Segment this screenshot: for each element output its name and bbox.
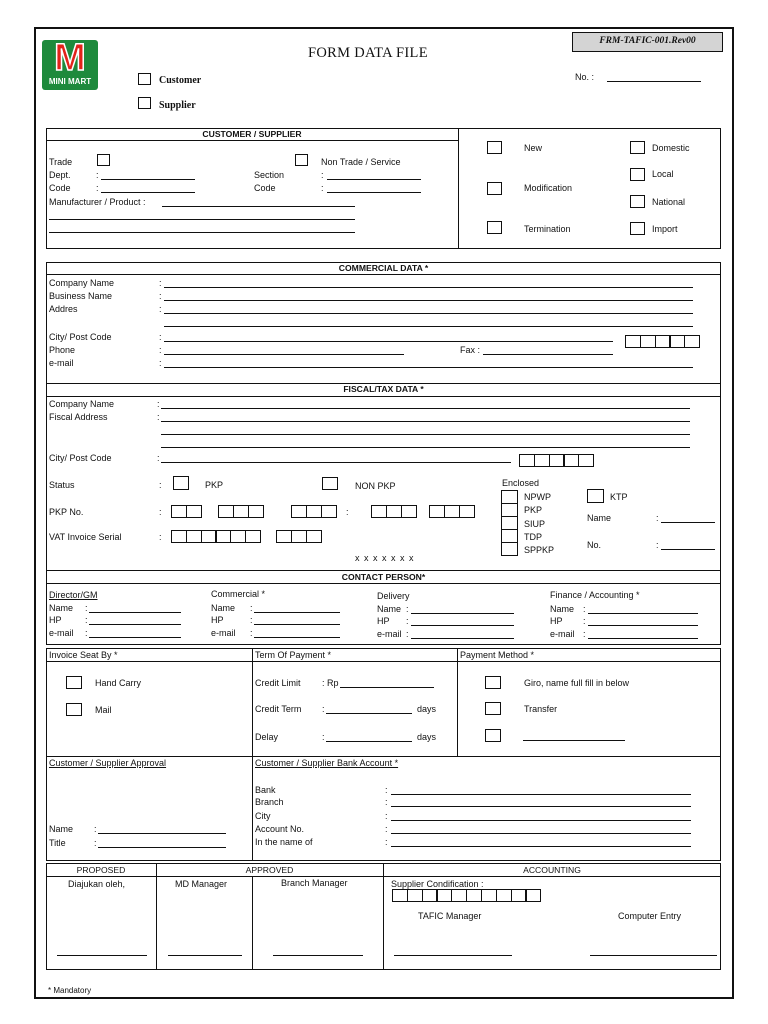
national-label: National: [652, 197, 686, 207]
approval-name-label: Name: [49, 824, 74, 834]
form-title: FORM DATA FILE: [308, 45, 428, 61]
pkp-no-cells-1[interactable]: [171, 505, 201, 518]
delay-field[interactable]: [326, 741, 412, 742]
customer-checkbox[interactable]: [138, 73, 151, 85]
account-field[interactable]: [391, 833, 691, 834]
other-payment-field[interactable]: [523, 740, 625, 741]
sppkp-label: SPPKP: [524, 545, 555, 555]
pkp-no-sep-dot: :: [346, 507, 349, 517]
no-label: No. :: [575, 72, 595, 82]
code-colon: :: [96, 183, 99, 193]
tdp-label: TDP: [524, 532, 542, 542]
trade-label: Trade: [49, 157, 73, 167]
comm-city-colon: :: [159, 332, 162, 342]
commercial-email-colon: :: [250, 628, 253, 638]
branch-manager-label: Branch Manager: [281, 878, 348, 888]
mail-checkbox[interactable]: [66, 703, 82, 716]
in-name-colon: :: [385, 837, 388, 847]
delivery-name-label: Name: [377, 604, 402, 614]
finance-email-label: e-mail: [550, 629, 575, 639]
enclosed-label: Enclosed: [502, 478, 540, 488]
comm-postcode-cells[interactable]: [625, 335, 699, 348]
diajukan-label: Diajukan oleh,: [68, 879, 126, 889]
npwp-label: NPWP: [524, 492, 551, 502]
customer-supplier-title: CUSTOMER / SUPPLIER: [202, 129, 302, 139]
commercial-fiscal-contact-section: [46, 262, 721, 645]
ktp-no-label: No.: [587, 540, 602, 550]
mandatory-note: * Mandatory: [48, 986, 92, 995]
delivery-hp-label: HP: [377, 616, 390, 626]
credit-term-colon: :: [322, 704, 325, 714]
supplier-cond-label: Supplier Condification :: [391, 879, 484, 889]
comm-company-field[interactable]: [164, 287, 693, 288]
tafic-manager-label: TAFIC Manager: [418, 911, 482, 921]
non-pkp-label: NON PKP: [355, 481, 396, 491]
manufacturer-line-3[interactable]: [49, 232, 355, 233]
code-label: Code: [49, 183, 71, 193]
director-name-field[interactable]: [89, 612, 181, 613]
non-trade-checkbox[interactable]: [295, 154, 308, 166]
pkp-no-label: PKP No.: [49, 507, 84, 517]
commercial-hp-label: HP: [211, 615, 224, 625]
minimart-logo: [42, 37, 98, 90]
local-label: Local: [652, 169, 674, 179]
pkp-no-cells-5[interactable]: [429, 505, 473, 518]
commercial-hp-field[interactable]: [254, 624, 340, 625]
import-label: Import: [652, 224, 678, 234]
vat-cells-2[interactable]: [276, 530, 320, 543]
logo-letter: M: [54, 37, 86, 79]
other-payment-checkbox[interactable]: [485, 729, 501, 742]
commercial-name-colon: :: [250, 603, 253, 613]
ktp-no-field[interactable]: [661, 549, 715, 550]
in-name-field[interactable]: [391, 846, 691, 847]
branch-colon: :: [385, 797, 388, 807]
director-hp-field[interactable]: [89, 624, 181, 625]
national-checkbox[interactable]: [630, 195, 645, 208]
branch-label: Branch: [255, 797, 284, 807]
commercial-email-label: e-mail: [211, 628, 236, 638]
no-field[interactable]: [607, 81, 701, 82]
account-colon: :: [385, 824, 388, 834]
giro-label: Giro, name full fill in below: [524, 678, 630, 688]
fiscal-city-label: City/ Post Code: [49, 453, 112, 463]
delivery-email-colon: :: [406, 629, 409, 639]
mail-label: Mail: [95, 705, 112, 715]
comm-addres-colon: :: [159, 304, 162, 314]
pkp-no-cells-3[interactable]: [291, 505, 335, 518]
finance-email-colon: :: [583, 629, 586, 639]
commercial-name-field[interactable]: [254, 612, 340, 613]
fiscal-title: FISCAL/TAX DATA *: [343, 384, 424, 394]
comm-city-field[interactable]: [164, 341, 613, 342]
siup-label: SIUP: [524, 519, 546, 529]
delivery-name-colon: :: [406, 604, 409, 614]
md-manager-label: MD Manager: [175, 879, 228, 889]
pkp-doc-label: PKP: [524, 505, 543, 515]
transfer-checkbox[interactable]: [485, 702, 501, 715]
pkp-no-cells-2[interactable]: [218, 505, 262, 518]
approved-header: APPROVED: [245, 865, 294, 875]
diajukan-signature[interactable]: [57, 955, 147, 956]
comm-fax-label: Fax :: [460, 345, 481, 355]
credit-limit-rp: : Rp: [322, 678, 339, 688]
comm-company-colon: :: [159, 278, 162, 288]
delivery-name-field[interactable]: [411, 613, 514, 614]
ktp-name-field[interactable]: [661, 522, 715, 523]
ktp-name-label: Name: [587, 513, 612, 523]
payment-title: Payment Method *: [460, 650, 535, 660]
bank-colon: :: [385, 785, 388, 795]
non-pkp-checkbox[interactable]: [322, 477, 338, 490]
finance-hp-colon: :: [583, 616, 586, 626]
section-field[interactable]: [327, 179, 421, 180]
ktp-checkbox[interactable]: [587, 489, 604, 503]
delivery-email-label: e-mail: [377, 629, 402, 639]
fiscal-address-line-2[interactable]: [161, 434, 690, 435]
import-checkbox[interactable]: [630, 222, 645, 235]
fiscal-company-label: Company Name: [49, 399, 115, 409]
ktp-name-colon: :: [656, 513, 659, 523]
pkp-label: PKP: [205, 480, 224, 490]
approval-title-colon: :: [94, 838, 97, 848]
comm-company-label: Company Name: [49, 278, 115, 288]
delivery-heading: Delivery: [377, 591, 410, 601]
comm-phone-field[interactable]: [164, 354, 404, 355]
fiscal-company-field[interactable]: [161, 408, 690, 409]
tdp-checkbox[interactable]: [501, 529, 518, 543]
customer-label: Customer: [159, 75, 202, 86]
transfer-label: Transfer: [524, 704, 558, 714]
finance-hp-label: HP: [550, 616, 563, 626]
branch-manager-signature[interactable]: [273, 955, 363, 956]
finance-name-colon: :: [583, 604, 586, 614]
comm-fax-field[interactable]: [483, 354, 613, 355]
director-email-colon: :: [85, 628, 88, 638]
customer-supplier-section: [46, 128, 721, 249]
delivery-email-field[interactable]: [411, 638, 514, 639]
logo-text: MINI MART: [48, 77, 92, 86]
manufacturer-field[interactable]: [162, 206, 355, 207]
vat-xs: x x x x x x x: [355, 553, 415, 563]
dept-label: Dept.: [49, 170, 71, 180]
finance-email-field[interactable]: [588, 638, 698, 639]
manufacturer-line-2[interactable]: [49, 219, 355, 220]
section-colon: :: [321, 170, 324, 180]
bank-field[interactable]: [391, 794, 691, 795]
comm-addres-label: Addres: [49, 304, 78, 314]
contact-title: CONTACT PERSON*: [341, 572, 426, 582]
supplier-checkbox[interactable]: [138, 97, 151, 109]
credit-term-field[interactable]: [326, 713, 412, 714]
approval-title-field[interactable]: [98, 847, 226, 848]
commercial-heading: Commercial *: [211, 589, 266, 599]
new-checkbox[interactable]: [487, 141, 502, 154]
bank-city-label: City: [255, 811, 271, 821]
finance-hp-field[interactable]: [588, 625, 698, 626]
vat-label: VAT Invoice Serial: [49, 532, 122, 542]
proposed-header: PROPOSED: [76, 865, 126, 875]
fiscal-city-field[interactable]: [161, 462, 511, 463]
in-name-label: In the name of: [255, 837, 313, 847]
credit-term-days: days: [417, 704, 437, 714]
commercial-name-label: Name: [211, 603, 236, 613]
dept-colon: :: [96, 170, 99, 180]
fiscal-city-colon: :: [157, 453, 160, 463]
fiscal-address-field[interactable]: [161, 421, 690, 422]
pkp-no-colon: :: [159, 507, 162, 517]
director-name-label: Name: [49, 603, 74, 613]
fiscal-address-label: Fiscal Address: [49, 412, 108, 422]
finance-name-field[interactable]: [588, 613, 698, 614]
local-checkbox[interactable]: [630, 168, 645, 181]
director-email-label: e-mail: [49, 628, 74, 638]
comm-email-label: e-mail: [49, 358, 74, 368]
finance-heading: Finance / Accounting *: [550, 590, 640, 600]
pkp-no-cells-4[interactable]: [371, 505, 415, 518]
director-hp-colon: :: [85, 615, 88, 625]
code2-label: Code: [254, 183, 276, 193]
delivery-hp-field[interactable]: [411, 625, 514, 626]
trade-checkbox[interactable]: [97, 154, 110, 166]
delay-label: Delay: [255, 732, 279, 742]
comm-business-colon: :: [159, 291, 162, 301]
account-label: Account No.: [255, 824, 305, 834]
new-label: New: [524, 143, 543, 153]
accounting-header: ACCOUNTING: [523, 865, 581, 875]
form-code-box: [572, 32, 723, 52]
domestic-checkbox[interactable]: [630, 141, 645, 154]
section-label: Section: [254, 170, 285, 180]
manufacturer-label: Manufacturer / Product :: [49, 197, 146, 207]
giro-checkbox[interactable]: [485, 676, 501, 689]
code2-field[interactable]: [327, 192, 421, 193]
computer-entry-label: Computer Entry: [618, 911, 682, 921]
code2-colon: :: [321, 183, 324, 193]
status-colon: :: [159, 480, 162, 490]
domestic-label: Domestic: [652, 143, 690, 153]
fiscal-address-line-3[interactable]: [161, 447, 690, 448]
director-heading: Director/GM: [49, 590, 98, 600]
delay-days: days: [417, 732, 437, 742]
invoice-title: Invoice Seat By *: [49, 650, 118, 660]
credit-limit-label: Credit Limit: [255, 678, 301, 688]
comm-city-label: City/ Post Code: [49, 332, 112, 342]
dept-field[interactable]: [101, 179, 195, 180]
termination-checkbox[interactable]: [487, 221, 502, 234]
md-manager-signature[interactable]: [168, 955, 242, 956]
comm-addres-line-2[interactable]: [164, 326, 693, 327]
ktp-no-colon: :: [656, 540, 659, 550]
commercial-email-field[interactable]: [254, 637, 340, 638]
fiscal-address-colon: :: [157, 412, 160, 422]
sppkp-checkbox[interactable]: [501, 542, 518, 556]
delivery-hp-colon: :: [406, 616, 409, 626]
comm-email-colon: :: [159, 358, 162, 368]
supplier-label: Supplier: [159, 100, 196, 111]
director-hp-label: HP: [49, 615, 62, 625]
approval-name-colon: :: [94, 824, 97, 834]
form-code: FRM-TAFIC-001.Rev00: [599, 36, 696, 46]
comm-business-label: Business Name: [49, 291, 113, 301]
bank-title: Customer / Supplier Bank Account *: [255, 758, 399, 768]
approval-title: Customer / Supplier Approval: [49, 758, 167, 768]
director-name-colon: :: [85, 603, 88, 613]
status-label: Status: [49, 480, 75, 490]
computer-entry-signature[interactable]: [590, 955, 717, 956]
commercial-title: COMMERCIAL DATA *: [338, 263, 429, 273]
bank-label: Bank: [255, 785, 276, 795]
delay-colon: :: [322, 732, 325, 742]
credit-limit-field[interactable]: [340, 687, 434, 688]
branch-field[interactable]: [391, 806, 691, 807]
comm-business-field[interactable]: [164, 300, 693, 301]
pkp-checkbox[interactable]: [173, 476, 189, 490]
approval-name-field[interactable]: [98, 833, 226, 834]
modification-label: Modification: [524, 183, 573, 193]
fiscal-postcode-cells[interactable]: [519, 454, 593, 467]
termination-label: Termination: [524, 224, 571, 234]
modification-checkbox[interactable]: [487, 182, 502, 195]
siup-checkbox[interactable]: [501, 516, 518, 530]
tafic-manager-signature[interactable]: [394, 955, 512, 956]
director-email-field[interactable]: [89, 637, 181, 638]
bank-city-field[interactable]: [391, 820, 691, 821]
vat-colon: :: [159, 532, 162, 542]
ktp-label: KTP: [610, 492, 628, 502]
supplier-cond-cells[interactable]: [392, 889, 540, 902]
fiscal-company-colon: :: [157, 399, 160, 409]
comm-phone-colon: :: [159, 345, 162, 355]
comm-email-field[interactable]: [164, 367, 693, 368]
hand-carry-checkbox[interactable]: [66, 676, 82, 689]
finance-name-label: Name: [550, 604, 575, 614]
non-trade-label: Non Trade / Service: [321, 157, 401, 167]
credit-term-label: Credit Term: [255, 704, 302, 714]
npwp-checkbox[interactable]: [501, 490, 518, 504]
comm-addres-field[interactable]: [164, 313, 693, 314]
code-field[interactable]: [101, 192, 195, 193]
comm-phone-label: Phone: [49, 345, 76, 355]
vat-cells-1[interactable]: [171, 530, 260, 543]
commercial-hp-colon: :: [250, 615, 253, 625]
approval-title-label: Title: [49, 838, 66, 848]
hand-carry-label: Hand Carry: [95, 678, 142, 688]
bank-city-colon: :: [385, 811, 388, 821]
term-title: Term Of Payment *: [255, 650, 332, 660]
pkp-doc-checkbox[interactable]: [501, 503, 518, 517]
